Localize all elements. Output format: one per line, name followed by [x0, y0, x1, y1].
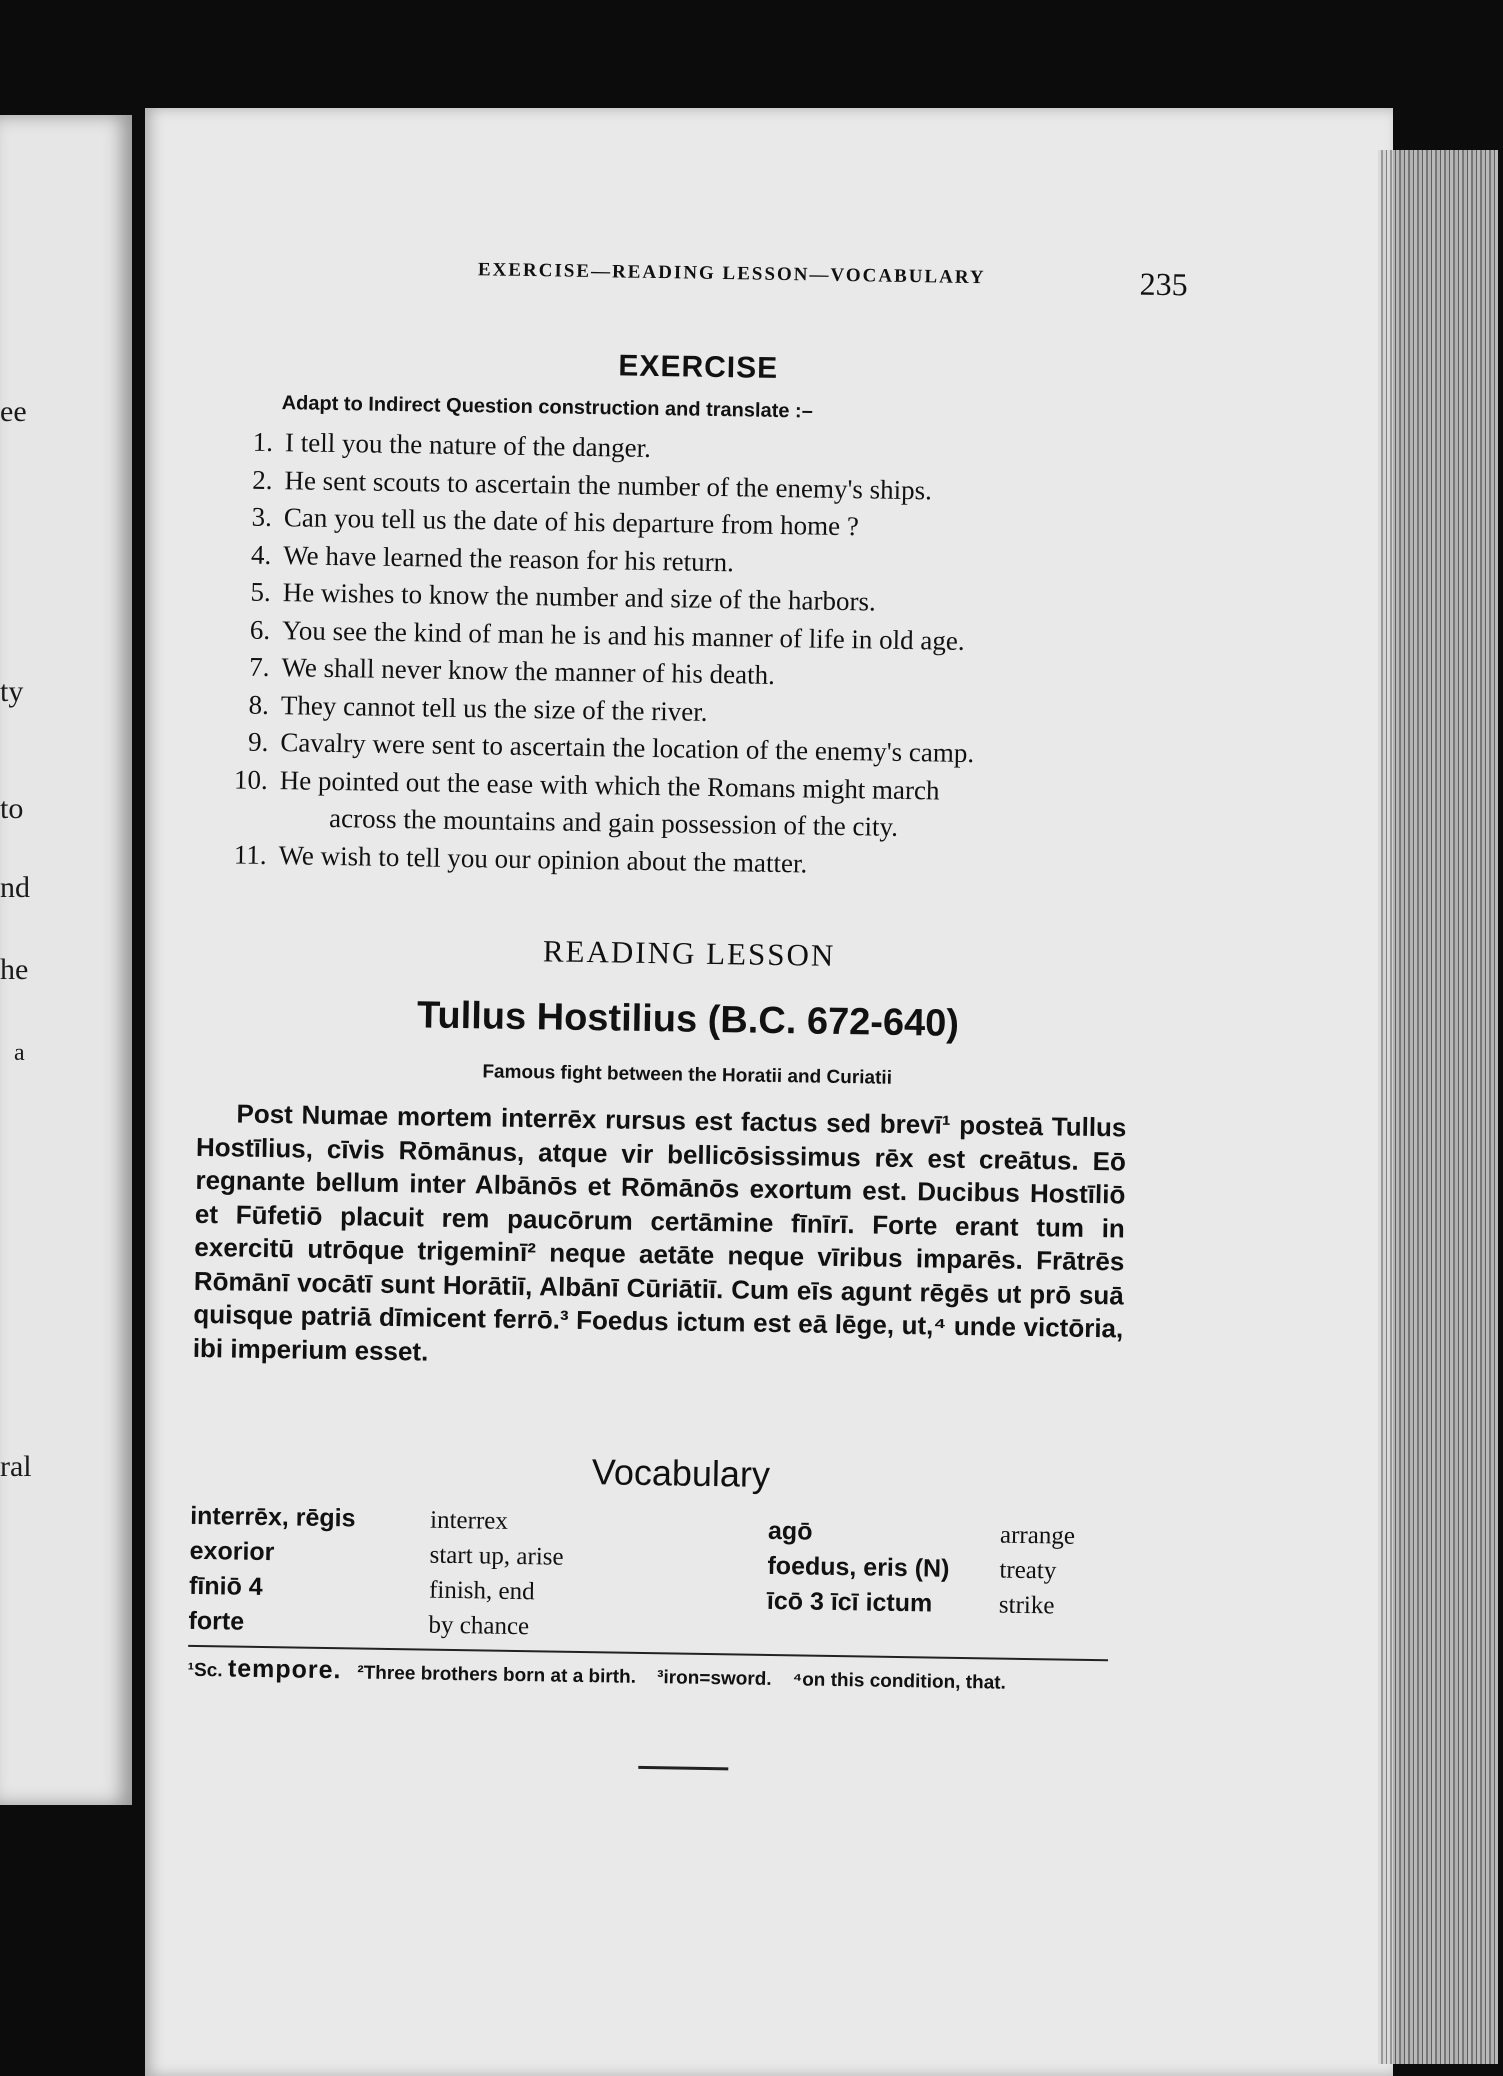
left-page-fragment: he	[0, 953, 29, 986]
running-head: EXERCISE—READING LESSON—VOCABULARY	[477, 259, 986, 289]
vocabulary-meanings-left	[428, 1503, 564, 1645]
vocab-meaning: finish, end	[428, 1576, 535, 1606]
exercise-item-text: I tell you the nature of the danger.	[284, 427, 652, 463]
exercise-item-number: 11.	[233, 838, 267, 870]
vocabulary-title: Vocabulary	[591, 1451, 771, 1495]
vocab-meaning: start up, arise	[429, 1541, 564, 1571]
vocab-term: interrēx, rēgis	[189, 1501, 356, 1533]
previous-page-fragment	[0, 115, 132, 1805]
exercise-item-number: 6.	[249, 614, 271, 645]
footnote-1: tempore.	[227, 1654, 342, 1685]
exercise-item-text: Can you tell us the date of his departure from home ?	[283, 502, 860, 542]
left-page-fragment: ty	[0, 675, 24, 708]
reading-lesson-heading: READING LESSON	[542, 933, 836, 973]
page-number: 235	[1139, 265, 1188, 303]
vocab-term: īcō 3 īcī ictum	[766, 1586, 933, 1618]
vocab-meaning: treaty	[999, 1556, 1057, 1585]
vocabulary-terms-right	[767, 1514, 951, 1622]
exercise-item-text: You see the kind of man he is and his manner of life in old age.	[281, 614, 965, 656]
exercise-item-text: He sent scouts to ascertain the number of the enemy's ships.	[284, 464, 933, 505]
exercise-item-continuation: across the mountains and gain possession of the city.	[328, 802, 899, 842]
exercise-item-number: 7.	[249, 651, 270, 682]
exercise-item-text: They cannot tell us the size of the river.	[280, 689, 708, 727]
vocab-term: forte	[188, 1606, 245, 1636]
vocabulary-meanings-right	[999, 1518, 1076, 1624]
exercise-item-number: 5.	[250, 576, 271, 607]
exercise-list	[218, 423, 1185, 888]
vocab-meaning: by chance	[428, 1611, 530, 1641]
exercise-item-number: 3.	[251, 501, 273, 533]
vocab-term: foedus, eris (N)	[767, 1551, 950, 1583]
vocab-term: fīniō 4	[188, 1571, 263, 1601]
exercise-item-text: He wishes to know the number and size of the harbors.	[282, 577, 876, 617]
vocab-meaning: interrex	[429, 1506, 509, 1535]
vocab-term: agō	[767, 1516, 813, 1546]
lesson-subtitle: Famous fight between the Horatii and Curiatii	[482, 1061, 893, 1089]
exercise-item-text: Cavalry were sent to ascertain the location of the enemy's camp.	[280, 727, 975, 769]
vocab-meaning: strike	[998, 1591, 1055, 1620]
vocab-meaning: arrange	[999, 1521, 1076, 1550]
exercise-item-text: We wish to tell you our opinion about the matter.	[278, 839, 808, 878]
exercise-item-number: 8.	[248, 689, 270, 720]
vocab-term: exorior	[189, 1536, 275, 1567]
footnote-3: ³iron=sword.	[656, 1667, 772, 1690]
footnote-4: ⁴on this condition, that.	[792, 1669, 1007, 1694]
latin-passage: Post Numae mortem interrēx rursus est factus sed brevī¹ posteā Tullus Hostīlius, cīvis Rōmānus, atque vir bellicōsissimus rēx est creātus. Eō regnante bellum inter Albānōs et Rōmānōs exortum est. Ducibus Hostīliō et Fūfetiō placuit rem paucōrum certāmine fīnīrī. Forte erant tum in exercitū utrōque trigeminī² neque aetāte neque vīribus imparēs. Frātrēs Rōmānī vocātī sunt Horātiī, Albānī Cūriātiī. Cum eīs agunt rēgēs ut prō suā quisque patriā dīmicent ferrō.³ Foedus ictum est eā lēge, ut,⁴ unde victōria, ibi imperium esset.	[192, 1098, 1127, 1367]
exercise-item-number: 9.	[247, 726, 269, 757]
footnote-2: ²Three brothers born at a birth.	[357, 1662, 637, 1688]
exercise-instructions: Adapt to Indirect Question construction and translate :–	[281, 392, 813, 423]
exercise-item-number: 4.	[250, 539, 272, 570]
lesson-title: Tullus Hostilius (B.C. 672-640)	[416, 994, 960, 1045]
exercise-item-text: He pointed out the ease with which the Romans might march	[279, 764, 940, 806]
left-page-fragment: to	[0, 792, 24, 825]
left-page-fragment: ee	[0, 395, 27, 428]
left-page-fragment: ral	[0, 1450, 32, 1483]
page-edges	[1378, 150, 1498, 2064]
exercise-item-number: 1.	[252, 426, 274, 458]
exercise-item-text: We shall never know the manner of his death.	[281, 652, 776, 690]
footnote-1-mark: ¹Sc.	[187, 1659, 223, 1682]
left-page-fragment: nd	[0, 871, 30, 904]
vocabulary-terms-left	[188, 1499, 356, 1642]
exercise-title: EXERCISE	[618, 349, 779, 385]
left-page-fragment: a	[14, 1040, 25, 1066]
exercise-item-number: 2.	[251, 464, 273, 495]
exercise-item-text: We have learned the reason for his return.	[283, 539, 735, 577]
exercise-item-number: 10.	[233, 763, 269, 795]
